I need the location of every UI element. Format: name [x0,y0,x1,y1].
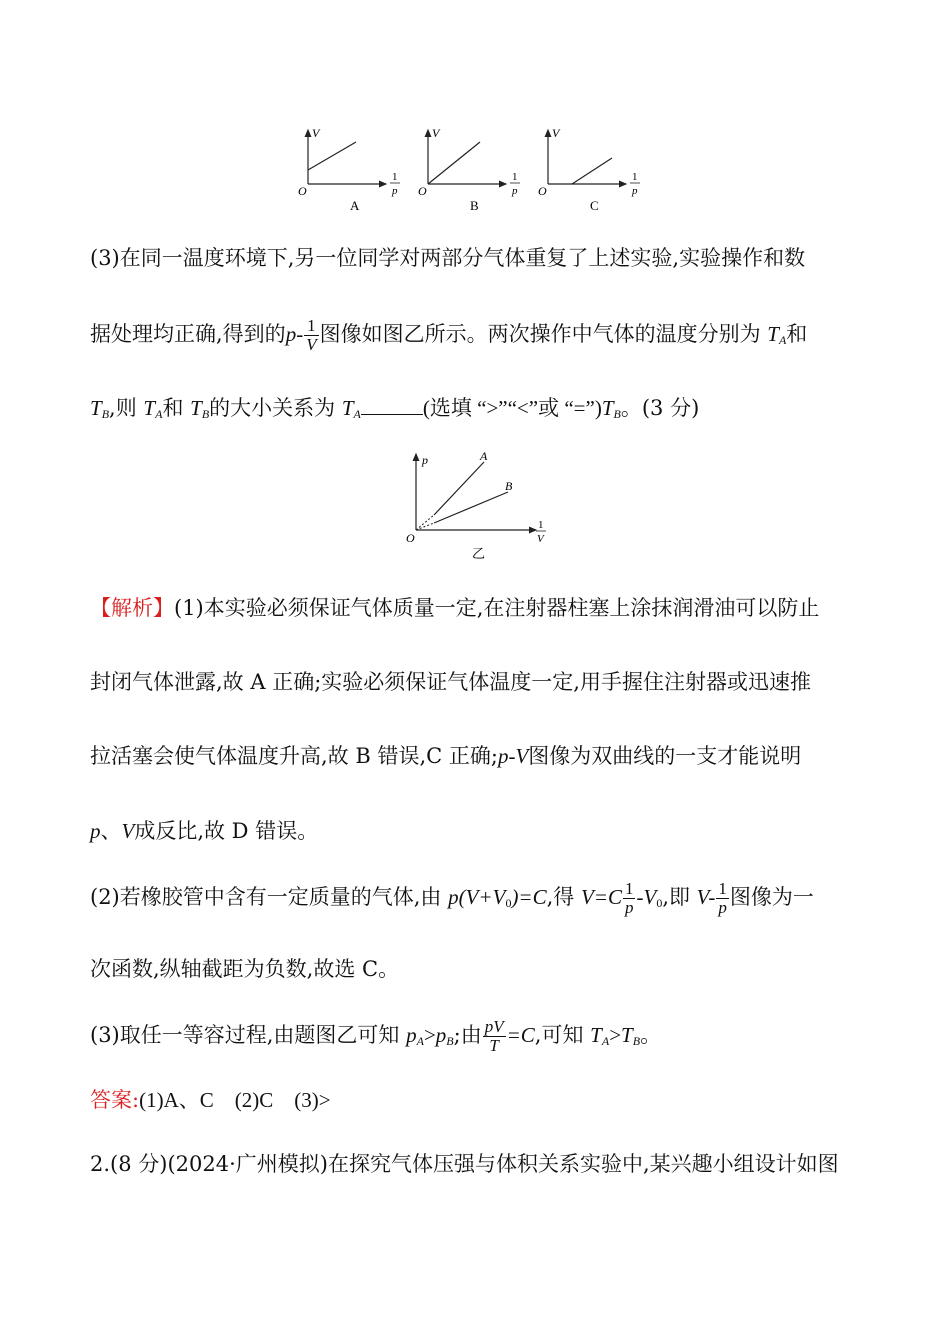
next-question: 2.(8 分)(2024·广州模拟)在探究气体压强与体积关系实验中,某兴趣小组设计如图 [90,1152,839,1176]
answer-blank[interactable] [361,396,423,415]
svg-text:O: O [538,184,547,198]
fraction-1-over-p: $\frac{1}{p}$ [624,879,634,917]
svg-text:O: O [418,184,427,198]
svg-text:O: O [406,531,415,545]
q3-line-2: 据处理均正确,得到的p- $\frac{1}{V}$ 图像如图乙所示。两次操作中气体的温度分别为 $T_A$和 [90,316,808,354]
line-b-label: B [505,479,513,493]
svg-text:V: V [432,126,440,140]
q3-line-3: $T_B$,则 $T_A$和 $T_B$的大小关系为 $T_A$ (选填 “>”“<”或 “$=”)T_B$。(3 分) [90,396,700,421]
figure-v-vs-inverse-p [290,122,660,218]
graph-b [418,126,520,213]
line-a-dashed [416,515,434,530]
svg-text:p: p [392,185,398,197]
figure-p-vs-inverse-v [400,448,560,564]
line-b-dashed [416,523,434,530]
answer-line: 答案:(1)A、C (2)C (3)> [90,1088,331,1112]
svg-text:V: V [537,533,544,545]
analysis-line-3: 拉活塞会使气体温度升高,故 B 错误,C 正确;p-V图像为双曲线的一支才能说明 [90,744,802,768]
svg-text:1: 1 [392,171,398,183]
svg-text:1: 1 [512,171,518,183]
svg-text:1: 1 [538,519,544,531]
graph-b-caption: B [470,198,479,213]
svg-text:1: 1 [632,171,638,183]
svg-text:V: V [552,126,560,140]
graph-a-caption: A [350,198,360,213]
fraction-1-over-v: $\frac{1}{V}$ [306,316,317,354]
svg-text:p: p [632,185,638,197]
graph-c-caption: C [590,198,599,213]
axis-v-label: V [312,126,320,140]
graph-b-line [428,142,480,184]
answer-label: 答案 [90,1088,132,1112]
graph-a [298,126,400,213]
graph-c-line [572,158,612,184]
analysis-line-2: 封闭气体泄露,故 A 正确;实验必须保证气体温度一定,用手握住注射器或迅速推 [90,670,811,694]
line-a-label: A [480,449,488,463]
line-b [434,492,508,523]
figure-caption: 乙 [472,547,486,562]
analysis-line-7: (3)取任一等容过程,由题图乙可知 $p_A>p_B$;由 $\frac{pV}{T}$ =C,可知 $T_A>T_B$。 [90,1017,662,1055]
svg-text:p: p [422,453,428,467]
analysis-line-1: 【解析】(1)本实验必须保证气体质量一定,在注射器柱塞上涂抹润滑油可以防止 [90,596,820,620]
analysis-tag: 【解析】 [90,596,174,620]
origin-label: O [298,184,307,198]
graph-a-line [308,142,356,170]
fraction-pv-over-t: $\frac{pV}{T}$ [484,1017,504,1055]
analysis-line-5: (2)若橡胶管中含有一定质量的气体,由 $p(V+V_0)=C$,得 V=C $\frac{1}{p}$ $-V_0$,即 V- $\frac{1}{p}$ 图像为一 [90,879,814,917]
line-a [434,462,484,515]
analysis-line-4: p、V成反比,故 D 错误。 [90,819,319,843]
analysis-line-6: 次函数,纵轴截距为负数,故选 C。 [90,957,400,981]
q3-line-1: (3)在同一温度环境下,另一位同学对两部分气体重复了上述实验,实验操作和数 [90,246,806,270]
svg-text:p: p [512,185,518,197]
graph-c [538,126,640,213]
